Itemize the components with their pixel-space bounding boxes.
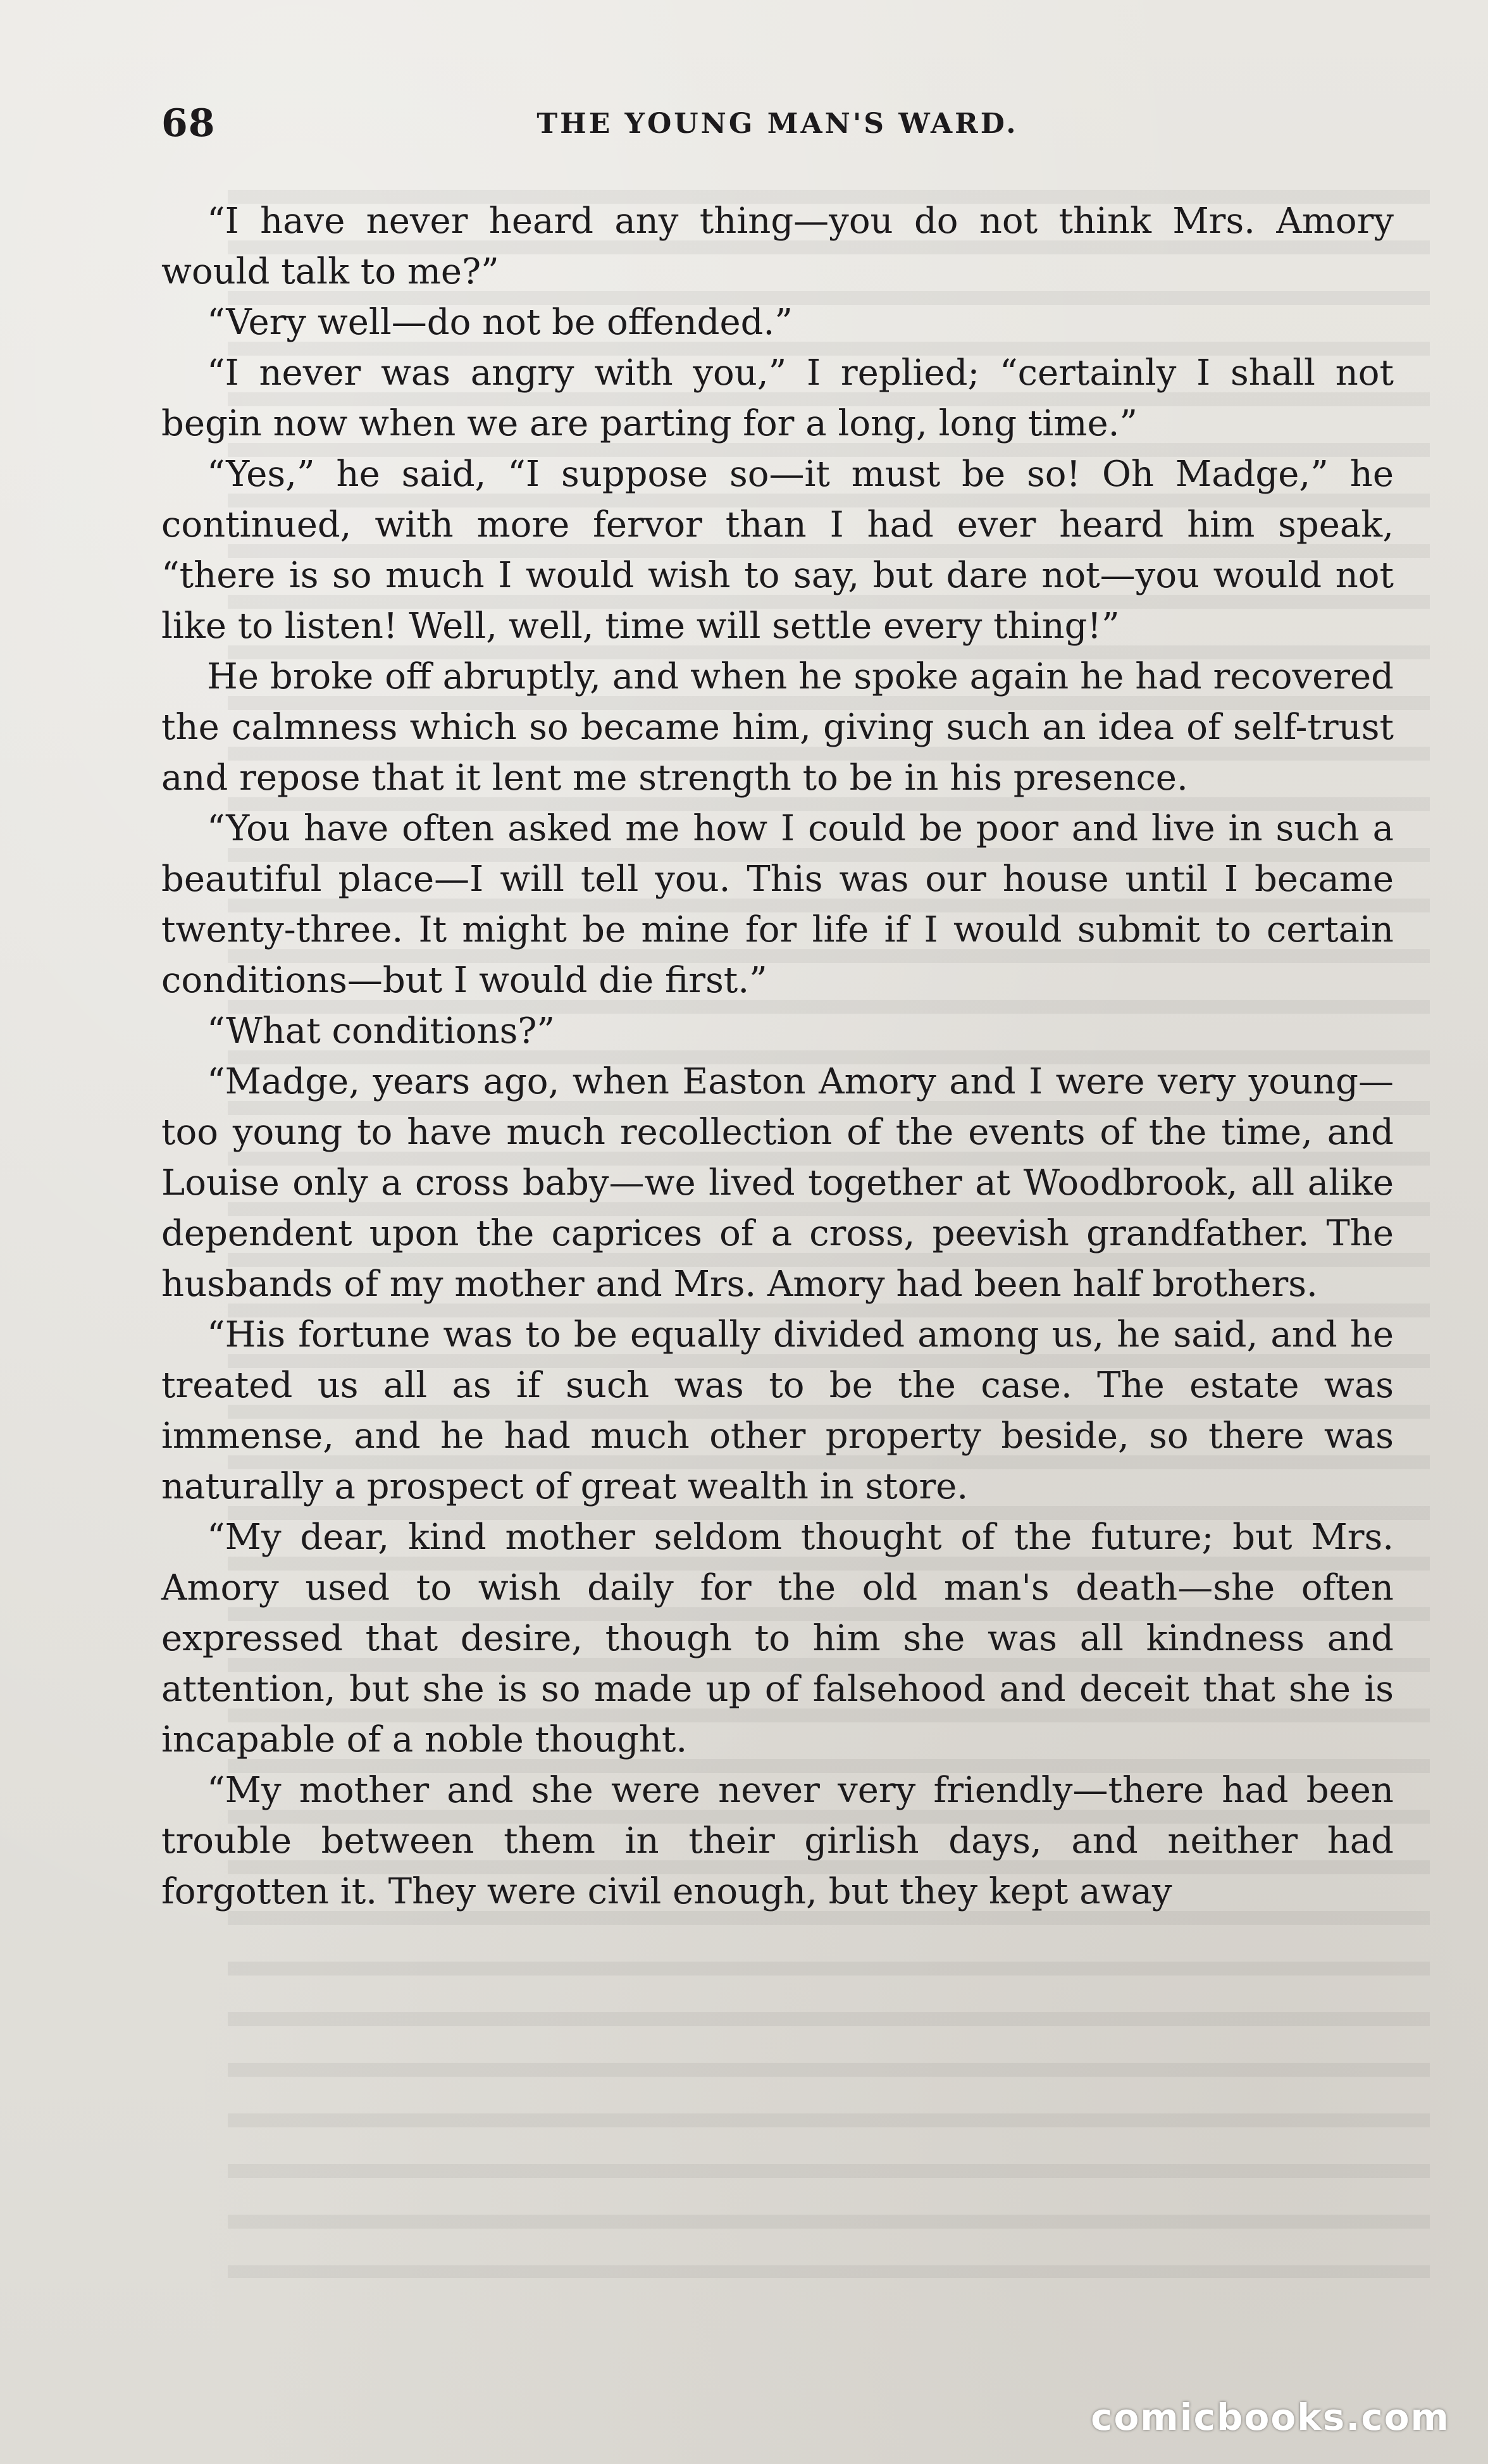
- running-title: THE YOUNG MAN'S WARD.: [536, 108, 1019, 140]
- paragraph: “I have never heard any thing—you do not think Mrs. Amory would talk to me?”: [161, 201, 1394, 292]
- body-text: [161, 196, 1394, 1917]
- paragraph: “Very well—do not be offended.”: [207, 302, 793, 343]
- watermark: comicbooks.com: [1091, 2396, 1450, 2439]
- running-head: [161, 101, 1394, 171]
- paragraph: He broke off abruptly, and when he spoke again he had recovered the calmness which so became him, giving such an idea of self-trust and repose that it lent me strength to be in his presence.: [161, 656, 1394, 799]
- page-number: 68: [161, 101, 216, 146]
- paragraph: “Madge, years ago, when Easton Amory and I were very young—too young to have much recollection of the events of the time, and Louise only a cross baby—we lived together at Woodbrook, all alike dependent upon the caprices of a cross, peevish grandfather. The husbands of my mother and Mrs. Amory had been half brothers.: [161, 1061, 1394, 1305]
- paragraph: “His fortune was to be equally divided among us, he said, and he treated us all as if such was to be the case. The estate was immense, and he had much other property beside, so there was naturally a prospect of great wealth in store.: [161, 1314, 1394, 1507]
- paragraph: “Yes,” he said, “I suppose so—it must be so! Oh Madge,” he continued, with more fervor than I had ever heard him speak, “there is so much I would wish to say, but dare not—you would not like to listen! Well, well, time will settle every thing!”: [161, 454, 1394, 647]
- paragraph: “I never was angry with you,” I replied; “certainly I shall not begin now when we are parting for a long, long time.”: [161, 352, 1394, 444]
- paragraph: “My mother and she were never very friendly—there had been trouble between them in their girlish days, and neither had forgotten it. They were civil enough, but they kept away: [161, 1770, 1394, 1912]
- paragraph: “You have often asked me how I could be poor and live in such a beautiful place—I will tell you. This was our house until I became twenty-three. It might be mine for life if I would submit to certain conditions—but I would die first.”: [161, 808, 1394, 1001]
- paragraph: “My dear, kind mother seldom thought of the future; but Mrs. Amory used to wish daily for the old man's death—she often expressed that desire, though to him she was all kindness and attention, but she is so made up of falsehood and deceit that she is incapable of a noble thought.: [161, 1517, 1394, 1760]
- paragraph: “What conditions?”: [207, 1011, 555, 1052]
